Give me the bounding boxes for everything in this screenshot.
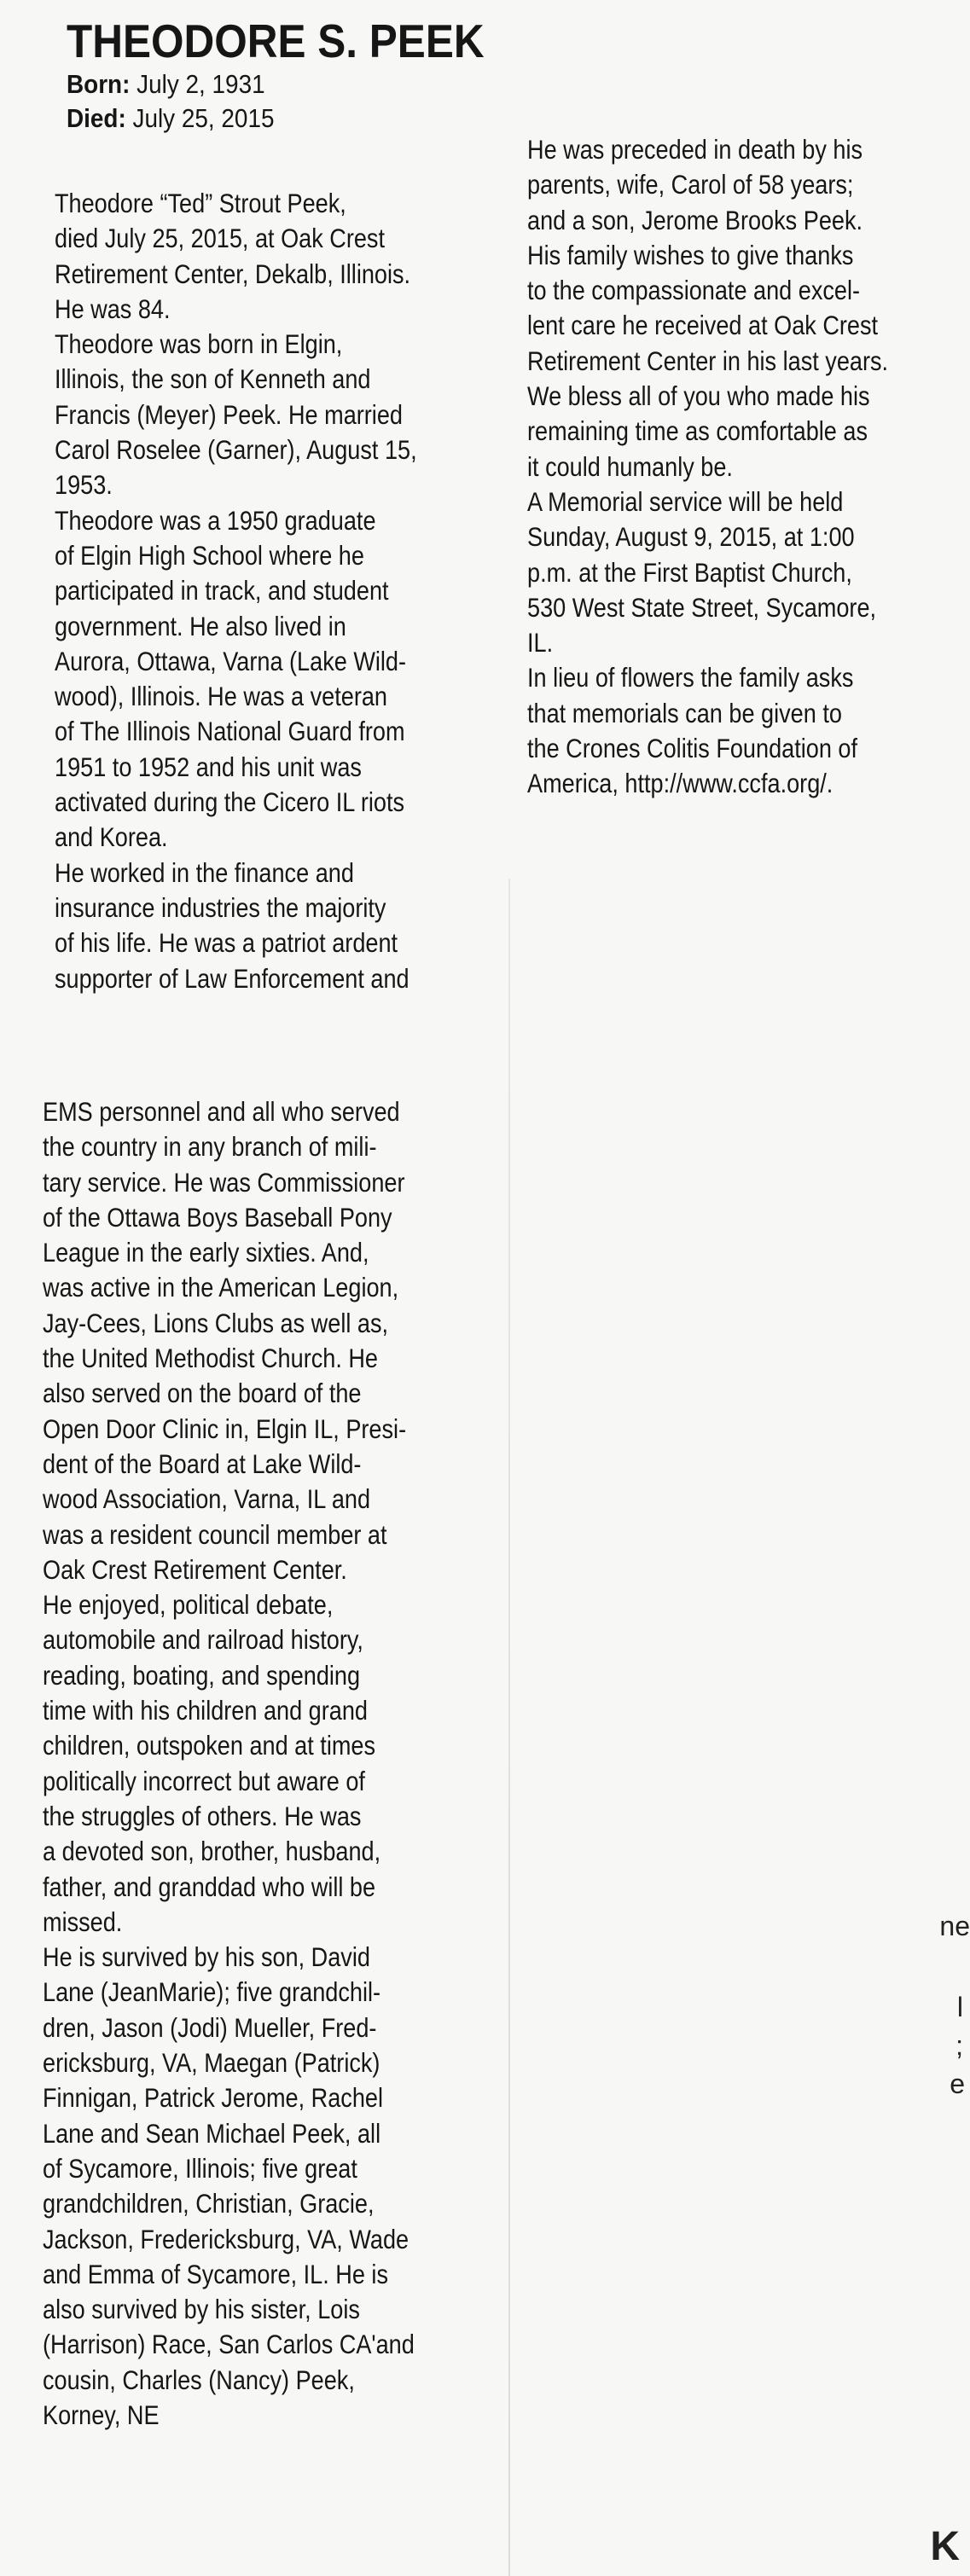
died-label: Died: [67,103,126,133]
obituary-header [67,15,510,135]
right-column-text: He was preceded in death by his parents, wife, Carol of 58 years; and a son, Jerome Brooks Peek. His family wishes to give thanks to the compassionate and excel- lent care he received at Oak Crest Retirement Center in his last years. We bless all of you who made his remaining time as comfortable as it could humanly be. A Memorial service will be held Sunday, August 9, 2015, at 1:00 p.m. at the First Baptist Church, 530 West State Street, Sycamore, IL. In lieu of flowers the family asks that memorials can be given to the Crones Colitis Foundation of America, http://www.ccfa.org/. [527,134,889,799]
clipped-text-fragment: K [930,2524,960,2569]
born-line [67,68,466,101]
obituary-name: THEODORE S. PEEK [67,15,485,67]
clipped-text-fragment: l [956,1992,963,2022]
clipping-seam [508,879,510,2576]
clipped-text-fragment: ; [955,2030,963,2061]
born-label: Born: [67,69,131,99]
clipped-text-fragment: e [950,2068,965,2099]
left-column-bottom [43,1094,468,2433]
born-date: July 2, 1931 [136,69,265,99]
died-line [67,102,466,135]
left-column-top [55,186,466,996]
clipped-text-fragment: ne [939,1911,970,1941]
left-column-bottom-text: EMS personnel and all who served the country in any branch of mili- tary service. He was Commissioner of the Ottawa Boys Baseball Pony League in the early sixties. And, was active in the American Legion, Jay-Cees, Lions Clubs as well as, the United Methodist Church. He also served on the board of the Open Door Clinic in, Elgin IL, Presi- dent of the Board at Lake Wild- wood Association, Varna, IL and was a resident council member at Oak Crest Retirement Center. He enjoyed, political debate, automobile and railroad history, reading, boating, and spending time with his children and grand children, outspoken and at times politically incorrect but aware of the struggles of others. He was a devoted son, brother, husband, father, and granddad who will be missed. He is survived by his son, David Lane (JeanMarie); five grandchil- dren, Jason (Jodi) Mueller, Fred- ericksburg, VA, Maegan (Patrick) Finnigan, Patrick Jerome, Rachel Lane and Sean Michael Peek, all of Sycamore, Illinois; five great grandchildren, Christian, Gracie, Jackson, Fredericksburg, VA, Wade and Emma of Sycamore, IL. He is also survived by his sister, Lois (Harrison) Race, San Carlos CA'and cousin, Charles (Nancy) Peek, Korney, NE [43,1096,415,2430]
died-date: July 25, 2015 [132,103,275,133]
right-column [527,132,953,802]
left-column-top-text: Theodore “Ted” Strout Peek, died July 25, 2015, at Oak Crest Retirement Center, Dekalb, Illinois. He was 84. Theodore was born in Elgin, Illinois, the son of Kenneth and Francis (Meyer) Peek. He married Carol Roselee (Garner), August 15, 1953. Theodore was a 1950 graduate of Elgin High School where he participated in track, and student government. He also lived in Aurora, Ottawa, Varna (Lake Wild- wood), Illinois. He was a veteran of The Illinois National Guard from 1951 to 1952 and his unit was activated during the Cicero IL riots and Korea. He worked in the finance and insurance industries the majority of his life. He was a patriot ardent supporter of Law Enforcement and [55,188,417,994]
